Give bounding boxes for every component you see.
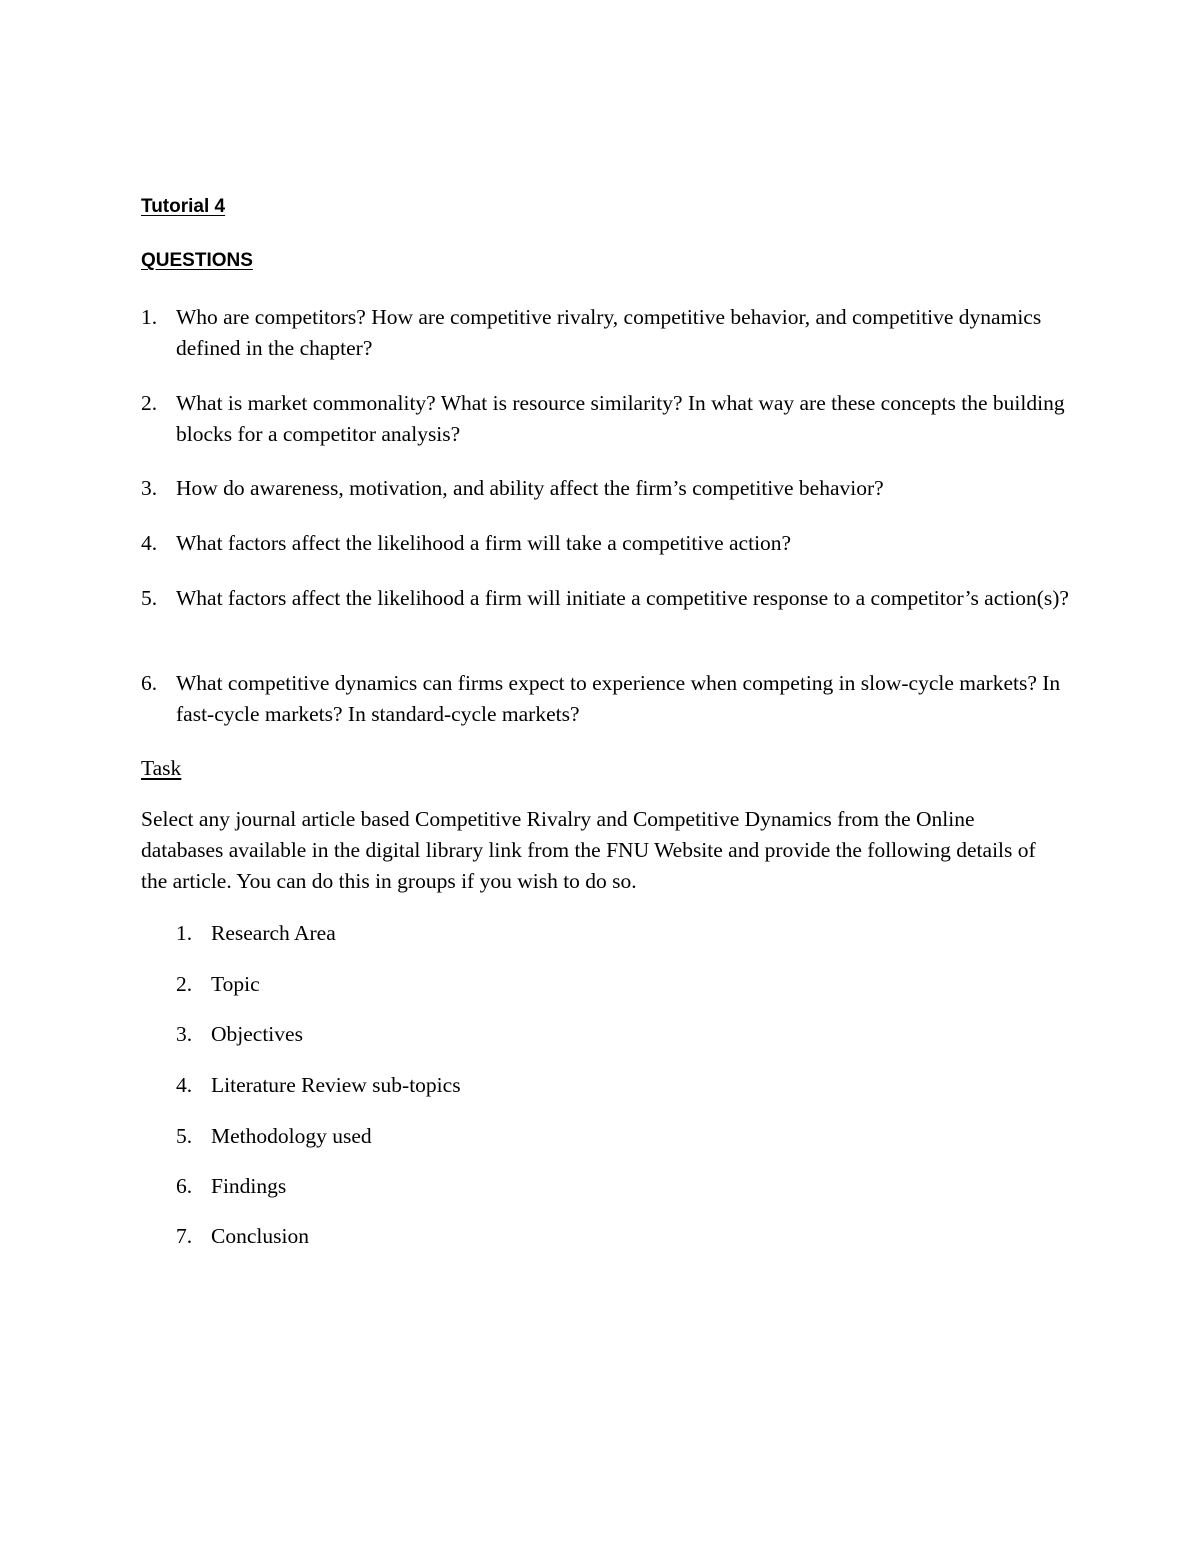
detail-number: 6. bbox=[176, 1174, 193, 1198]
detail-text: Literature Review sub-topics bbox=[211, 1073, 461, 1097]
question-number: 2. bbox=[141, 391, 158, 415]
detail-item bbox=[176, 1171, 286, 1202]
question-item bbox=[141, 668, 1081, 730]
question-item bbox=[141, 302, 1081, 364]
questions-heading: QUESTIONS bbox=[141, 250, 253, 271]
detail-number: 4. bbox=[176, 1073, 193, 1097]
detail-item bbox=[176, 1221, 309, 1252]
detail-text: Objectives bbox=[211, 1022, 303, 1046]
question-item bbox=[141, 388, 1081, 450]
detail-text: Methodology used bbox=[211, 1124, 372, 1148]
task-description: Select any journal article based Competitive Rivalry and Competitive Dynamics from the Online databases available in the digital library link from the FNU Website and provide the following details of the article. You can do this in groups if you wish to do so. bbox=[141, 807, 1036, 893]
question-text: What competitive dynamics can firms expect to experience when competing in slow-cycle markets? In fast-cycle markets? In standard-cycle markets? bbox=[176, 671, 1061, 726]
question-number: 3. bbox=[141, 476, 158, 500]
question-number: 6. bbox=[141, 671, 158, 695]
question-text: What factors affect the likelihood a firm will initiate a competitive response to a competitor’s action(s)? bbox=[176, 586, 1069, 610]
detail-number: 5. bbox=[176, 1124, 193, 1148]
question-text: What is market commonality? What is resource similarity? In what way are these concepts the building blocks for a competitor analysis? bbox=[176, 391, 1065, 446]
detail-item bbox=[176, 918, 336, 949]
detail-number: 1. bbox=[176, 921, 193, 945]
detail-number: 7. bbox=[176, 1224, 193, 1248]
detail-item bbox=[176, 1070, 461, 1101]
detail-text: Research Area bbox=[211, 921, 336, 945]
question-number: 5. bbox=[141, 586, 158, 610]
question-text: Who are competitors? How are competitive rivalry, competitive behavior, and competitive dynamics defined in the chapter? bbox=[176, 305, 1042, 360]
task-heading: Task bbox=[141, 756, 182, 780]
question-text: How do awareness, motivation, and ability affect the firm’s competitive behavior? bbox=[176, 476, 884, 500]
detail-text: Conclusion bbox=[211, 1224, 309, 1248]
detail-text: Findings bbox=[211, 1174, 287, 1198]
detail-item bbox=[176, 1121, 372, 1152]
detail-text: Topic bbox=[211, 972, 260, 996]
question-number: 4. bbox=[141, 531, 158, 555]
detail-number: 3. bbox=[176, 1022, 193, 1046]
document-title: Tutorial 4 bbox=[141, 196, 226, 217]
question-number: 1. bbox=[141, 305, 158, 329]
question-item bbox=[141, 583, 1081, 614]
detail-item bbox=[176, 1019, 303, 1050]
detail-item bbox=[176, 969, 260, 1000]
question-item bbox=[141, 473, 1081, 504]
detail-number: 2. bbox=[176, 972, 193, 996]
question-text: What factors affect the likelihood a firm will take a competitive action? bbox=[176, 531, 792, 555]
question-item bbox=[141, 528, 1081, 559]
